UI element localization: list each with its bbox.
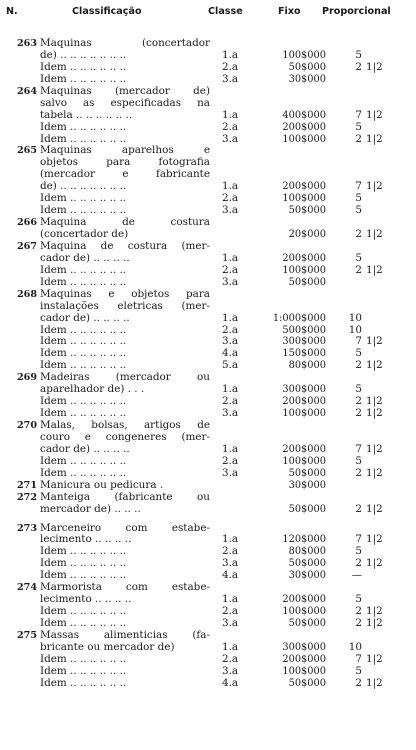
table-row bbox=[0, 62, 416, 74]
entry-classe: 2.a bbox=[222, 60, 239, 73]
entry-number: 271 bbox=[16, 479, 37, 491]
table-row bbox=[0, 301, 416, 313]
entry-proporcional-integer: 2 bbox=[355, 228, 362, 240]
entry-fixo: 200$000 bbox=[282, 594, 326, 606]
entry-description: Maquinas (concertador bbox=[40, 38, 210, 49]
entry-fixo: 200$000 bbox=[282, 252, 326, 264]
entry-description: Idem .. .. .. .. .. .. bbox=[40, 205, 127, 217]
entry-description: Idem .. .. .. .. .. .. bbox=[40, 653, 127, 665]
entry-description: Massas alimenticias (fa- bbox=[40, 629, 210, 641]
entry-proporcional-fraction: 1|2 bbox=[366, 228, 383, 240]
entry-proporcional-fraction: 1|2 bbox=[366, 180, 383, 193]
entry-proporcional-fraction: 1|2 bbox=[366, 132, 383, 145]
entry-classe: 3.a bbox=[222, 664, 239, 677]
entry-proporcional-integer: 2 bbox=[355, 676, 362, 689]
table-row bbox=[0, 193, 416, 205]
table-row bbox=[0, 408, 416, 420]
entry-proporcional-fraction: 1|2 bbox=[366, 502, 383, 515]
entry-fixo: 200$000 bbox=[282, 443, 326, 455]
entry-proporcional-integer: 5 bbox=[355, 192, 362, 205]
entry-description: de) .. .. .. .. .. .. .. bbox=[40, 49, 127, 61]
entry-classe: 5.a bbox=[222, 359, 239, 372]
entry-description: de) .. .. .. .. .. .. .. bbox=[40, 181, 127, 193]
entry-classe: 3.a bbox=[222, 407, 239, 420]
entry-proporcional-integer: 5 bbox=[355, 454, 362, 467]
entry-description: lecimento .. .. .. .. bbox=[40, 534, 132, 546]
entry-fixo: 400$000 bbox=[282, 109, 326, 121]
entry-description: Idem .. .. .. .. .. .. bbox=[40, 276, 127, 288]
entry-fixo: 100$000 bbox=[282, 193, 326, 205]
entry-proporcional-integer: — bbox=[351, 569, 362, 582]
table-row bbox=[0, 492, 416, 504]
table-row bbox=[0, 277, 416, 289]
entry-proporcional-integer: 7 bbox=[355, 652, 362, 665]
entry-description: Maquinas aparelhos e bbox=[40, 145, 210, 157]
entry-description: Idem .. .. .. .. .. .. bbox=[40, 336, 127, 348]
entry-description: couro e congeneres (mer- bbox=[40, 431, 210, 443]
entry-description: objetos para fotografia bbox=[40, 157, 210, 169]
entry-classe: 1.a bbox=[222, 311, 239, 324]
entry-fixo: 100$000 bbox=[282, 665, 326, 677]
entry-proporcional-integer: 10 bbox=[348, 640, 362, 653]
table-row bbox=[0, 480, 416, 492]
entry-classe: 3.a bbox=[222, 617, 239, 629]
entry-fixo: 500$000 bbox=[282, 324, 326, 336]
table-row bbox=[0, 86, 416, 98]
entry-description: cador de) .. .. .. .. bbox=[40, 312, 130, 324]
entry-description: Idem .. .. .. .. .. .. bbox=[40, 618, 127, 629]
entry-fixo: 200$000 bbox=[282, 653, 326, 665]
entry-classe: 3.a bbox=[222, 72, 239, 85]
entry-classe: 1.a bbox=[222, 251, 239, 264]
entry-description: Maquinas e objetos para bbox=[40, 288, 210, 300]
entry-classe: 3.a bbox=[222, 204, 239, 217]
entry-description: Madeiras (mercador ou bbox=[40, 372, 210, 384]
table-row bbox=[0, 205, 416, 217]
entry-proporcional-integer: 5 bbox=[355, 664, 362, 677]
table-row bbox=[0, 606, 416, 618]
entry-fixo: 50$000 bbox=[288, 205, 326, 217]
entry-fixo: 100$000 bbox=[282, 133, 326, 145]
entry-fixo: 30$000 bbox=[288, 570, 326, 582]
table-row bbox=[0, 523, 416, 535]
row-spacer bbox=[0, 516, 416, 523]
entry-proporcional-integer: 10 bbox=[348, 311, 362, 324]
entry-description: Idem .. .. .. .. .. .. bbox=[40, 348, 127, 360]
table-row bbox=[0, 396, 416, 408]
table-row bbox=[0, 122, 416, 134]
entry-fixo: 100$000 bbox=[282, 606, 326, 618]
entry-classe: 3.a bbox=[222, 132, 239, 145]
table-row bbox=[0, 456, 416, 468]
entry-description: Idem .. .. .. .. .. .. bbox=[40, 558, 127, 570]
entry-fixo: 100$000 bbox=[282, 408, 326, 420]
entry-number: 266 bbox=[16, 217, 37, 229]
table-row bbox=[0, 145, 416, 157]
entry-proporcional-integer: 2 bbox=[355, 395, 362, 408]
entry-proporcional-integer: 7 bbox=[355, 335, 362, 348]
entry-proporcional-fraction: 1|2 bbox=[366, 676, 383, 689]
table-row bbox=[0, 534, 416, 546]
entry-description: Maquina de costura bbox=[40, 217, 210, 229]
entry-proporcional-fraction: 1|2 bbox=[366, 557, 383, 570]
table-row bbox=[0, 157, 416, 169]
table-row bbox=[0, 654, 416, 666]
entry-description: salvo as especificadas na bbox=[40, 97, 210, 109]
entry-description: Idem .. .. .. .. .. .. bbox=[40, 61, 127, 73]
table-row bbox=[0, 74, 416, 86]
entry-description: Idem .. .. .. .. .. .. bbox=[40, 665, 127, 677]
entry-description: cador de) .. .. .. .. bbox=[40, 252, 130, 264]
entry-proporcional-fraction: 1|2 bbox=[366, 605, 383, 618]
header-classe: Classe bbox=[208, 6, 243, 17]
entry-proporcional-fraction: 1|2 bbox=[366, 652, 383, 665]
entry-description: cador de) .. .. .. .. bbox=[40, 443, 130, 455]
entry-proporcional-integer: 7 bbox=[355, 442, 362, 455]
entry-description: tabela .. .. .. .. .. .. bbox=[40, 109, 133, 121]
entry-proporcional-fraction: 1|2 bbox=[366, 263, 383, 276]
table-header bbox=[0, 6, 416, 22]
entry-description: Idem .. .. .. .. .. .. bbox=[40, 133, 127, 145]
entry-proporcional-fraction: 1|2 bbox=[366, 442, 383, 455]
entry-proporcional-integer: 5 bbox=[355, 383, 362, 396]
entry-fixo: 80$000 bbox=[288, 360, 326, 372]
entry-fixo: 50$000 bbox=[288, 558, 326, 570]
entry-proporcional-integer: 5 bbox=[355, 48, 362, 61]
entry-fixo: 50$000 bbox=[288, 503, 326, 515]
table-row bbox=[0, 181, 416, 193]
table-row bbox=[0, 38, 416, 50]
entry-fixo: 80$000 bbox=[288, 546, 326, 558]
entry-proporcional-fraction: 1|2 bbox=[366, 533, 383, 546]
table-row bbox=[0, 432, 416, 444]
entry-classe: 3.a bbox=[222, 557, 239, 570]
table-row bbox=[0, 98, 416, 110]
table-row bbox=[0, 229, 416, 241]
table-row bbox=[0, 594, 416, 606]
entry-classe: 2.a bbox=[222, 192, 239, 205]
entry-fixo: 200$000 bbox=[282, 121, 326, 133]
entry-proporcional-integer: 5 bbox=[355, 347, 362, 360]
table-row bbox=[0, 468, 416, 480]
entry-classe: 1.a bbox=[222, 533, 239, 546]
entry-proporcional-integer: 10 bbox=[348, 323, 362, 336]
entry-description: Manicura ou pedicura . bbox=[40, 479, 164, 491]
entry-description: Marmorista com estabe- bbox=[40, 582, 210, 594]
entry-classe: 2.a bbox=[222, 454, 239, 467]
table-row bbox=[0, 134, 416, 146]
entry-description: Maquina de costura (mer- bbox=[40, 240, 210, 252]
entry-classe: 2.a bbox=[222, 395, 239, 408]
entry-classe: 2.a bbox=[222, 605, 239, 618]
table-row bbox=[0, 50, 416, 62]
entry-proporcional-integer: 2 bbox=[355, 502, 362, 515]
entry-classe: 2.a bbox=[222, 263, 239, 276]
entry-description: (mercador e fabricante bbox=[40, 169, 210, 181]
entry-description: Idem .. .. .. .. .. .. bbox=[40, 73, 127, 85]
entry-description: Idem .. .. .. .. .. .. bbox=[40, 193, 127, 205]
entry-classe: 3.a bbox=[222, 466, 239, 479]
entry-classe: 1.a bbox=[222, 180, 239, 193]
table-row bbox=[0, 546, 416, 558]
entry-fixo: 100$000 bbox=[282, 264, 326, 276]
table-row bbox=[0, 110, 416, 122]
entry-fixo: 1:000$000 bbox=[272, 312, 326, 324]
entry-number: 268 bbox=[16, 288, 37, 300]
entry-classe: 2.a bbox=[222, 120, 239, 133]
entry-classe: 4.a bbox=[222, 347, 239, 360]
entry-description: bricante ou mercador de) bbox=[40, 641, 175, 653]
entry-proporcional-fraction: 1|2 bbox=[366, 359, 383, 372]
entry-proporcional-fraction: 1|2 bbox=[366, 617, 383, 629]
entry-proporcional-integer: 5 bbox=[355, 545, 362, 558]
table-row bbox=[0, 348, 416, 360]
entry-fixo: 300$000 bbox=[282, 336, 326, 348]
entry-fixo: 200$000 bbox=[282, 396, 326, 408]
entry-proporcional-fraction: 1|2 bbox=[366, 60, 383, 73]
table-row bbox=[0, 336, 416, 348]
entry-description: Idem .. .. .. .. .. .. bbox=[40, 121, 127, 133]
entry-proporcional-integer: 2 bbox=[355, 557, 362, 570]
entry-proporcional-integer: 5 bbox=[355, 120, 362, 133]
entry-fixo: 120$000 bbox=[282, 534, 326, 546]
table-row bbox=[0, 618, 416, 630]
entry-proporcional-integer: 2 bbox=[355, 617, 362, 629]
entry-classe: 4.a bbox=[222, 569, 239, 582]
entry-proporcional-integer: 2 bbox=[355, 605, 362, 618]
entry-proporcional-integer: 2 bbox=[355, 132, 362, 145]
entry-description: Malas, bolsas, artigos de bbox=[40, 420, 210, 431]
table-row bbox=[0, 265, 416, 277]
entry-fixo: 20$000 bbox=[288, 229, 326, 240]
entry-description: Manteiga (fabricante ou bbox=[40, 491, 210, 503]
table-row bbox=[0, 313, 416, 325]
entry-number: 267 bbox=[16, 240, 37, 252]
entry-proporcional-integer: 7 bbox=[355, 108, 362, 121]
entry-number: 270 bbox=[16, 420, 37, 431]
entry-description: Idem .. .. .. .. .. .. bbox=[40, 570, 127, 582]
entry-description: Idem .. .. .. .. .. .. bbox=[40, 546, 127, 558]
entry-number: 273 bbox=[16, 522, 37, 534]
entry-classe: 1.a bbox=[222, 442, 239, 455]
entry-proporcional-integer: 2 bbox=[355, 359, 362, 372]
table-row bbox=[0, 325, 416, 337]
entry-classe: 1.a bbox=[222, 48, 239, 61]
entry-proporcional-integer: 7 bbox=[355, 533, 362, 546]
entry-description: Maquinas (mercador de) bbox=[40, 85, 210, 97]
entry-description: instalações eletricas (mer- bbox=[40, 300, 210, 312]
table-row bbox=[0, 253, 416, 265]
table-row bbox=[0, 678, 416, 690]
header-proporcional: Proporcional bbox=[322, 6, 391, 17]
entry-description: Idem .. .. .. .. .. .. bbox=[40, 360, 127, 372]
entry-classe: 3.a bbox=[222, 275, 239, 288]
entry-proporcional-integer: 5 bbox=[355, 204, 362, 217]
entry-fixo: 150$000 bbox=[282, 348, 326, 360]
entry-description: (concertador de) bbox=[40, 229, 129, 240]
entry-fixo: 200$000 bbox=[282, 181, 326, 193]
table-row bbox=[0, 384, 416, 396]
entry-proporcional-fraction: 1|2 bbox=[366, 395, 383, 408]
entry-number: 274 bbox=[16, 582, 37, 594]
entry-number: 263 bbox=[16, 38, 37, 49]
table-row bbox=[0, 289, 416, 301]
table-row bbox=[0, 504, 416, 516]
entry-classe: 3.a bbox=[222, 335, 239, 348]
entry-description: Idem .. .. .. .. .. .. bbox=[40, 455, 127, 467]
entry-description: aparelhador de) . . . bbox=[40, 384, 145, 396]
entry-fixo: 50$000 bbox=[288, 618, 326, 629]
entry-proporcional-fraction: 1|2 bbox=[366, 335, 383, 348]
table-row bbox=[0, 372, 416, 384]
table-row bbox=[0, 642, 416, 654]
entry-description: lecimento .. .. .. .. bbox=[40, 594, 132, 606]
table-row bbox=[0, 360, 416, 372]
entry-number: 272 bbox=[16, 491, 37, 503]
table-row bbox=[0, 217, 416, 229]
entry-proporcional-integer: 2 bbox=[355, 263, 362, 276]
entry-description: Idem .. .. .. .. .. .. bbox=[40, 396, 127, 408]
entry-proporcional-integer: 7 bbox=[355, 180, 362, 193]
header-number: N. bbox=[6, 6, 18, 17]
entry-number: 265 bbox=[16, 145, 37, 157]
entry-fixo: 50$000 bbox=[288, 677, 326, 689]
entry-classe: 1.a bbox=[222, 383, 239, 396]
entry-description: Idem .. .. .. .. .. .. bbox=[40, 467, 127, 479]
table-row bbox=[0, 582, 416, 594]
entry-description: Idem .. .. .. .. .. .. bbox=[40, 606, 127, 618]
table-row bbox=[0, 666, 416, 678]
entry-number: 269 bbox=[16, 372, 37, 384]
entry-classe: 2.a bbox=[222, 545, 239, 558]
entry-fixo: 300$000 bbox=[282, 384, 326, 396]
entry-fixo: 30$000 bbox=[288, 73, 326, 85]
entry-description: Idem .. .. .. .. .. .. bbox=[40, 324, 127, 336]
entry-proporcional-integer: 5 bbox=[355, 593, 362, 606]
header-fixo: Fixo bbox=[278, 6, 301, 17]
entry-number: 264 bbox=[16, 85, 37, 97]
entry-proporcional-fraction: 1|2 bbox=[366, 407, 383, 420]
entry-classe: 1.a bbox=[222, 593, 239, 606]
entry-description: Marceneiro com estabe- bbox=[40, 522, 210, 534]
entry-fixo: 100$000 bbox=[282, 455, 326, 467]
entry-fixo: 50$000 bbox=[288, 61, 326, 73]
entry-fixo: 30$000 bbox=[288, 479, 326, 491]
table-row bbox=[0, 241, 416, 253]
entry-fixo: 300$000 bbox=[282, 641, 326, 653]
entry-proporcional-integer: 2 bbox=[355, 407, 362, 420]
entry-proporcional-integer: 2 bbox=[355, 60, 362, 73]
table-body bbox=[0, 38, 416, 690]
table-row bbox=[0, 444, 416, 456]
entry-description: Idem .. .. .. .. .. .. bbox=[40, 408, 127, 420]
entry-classe: 1.a bbox=[222, 108, 239, 121]
entry-fixo: 100$000 bbox=[282, 49, 326, 61]
entry-proporcional-fraction: 1|2 bbox=[366, 108, 383, 121]
entry-fixo: 50$000 bbox=[288, 276, 326, 288]
entry-description: Idem .. .. .. .. .. .. bbox=[40, 264, 127, 276]
entry-proporcional-fraction: 1|2 bbox=[366, 466, 383, 479]
entry-description: mercador de) .. .. .. bbox=[40, 503, 141, 515]
entry-number: 275 bbox=[16, 629, 37, 641]
entry-classe: 2.a bbox=[222, 652, 239, 665]
entry-classe: 1.a bbox=[222, 640, 239, 653]
entry-proporcional-integer: 5 bbox=[355, 251, 362, 264]
header-classificacao: Classificação bbox=[72, 6, 142, 17]
entry-fixo: 50$000 bbox=[288, 467, 326, 479]
table-row bbox=[0, 169, 416, 181]
table-row bbox=[0, 420, 416, 432]
entry-proporcional-integer: 2 bbox=[355, 466, 362, 479]
entry-classe: 4.a bbox=[222, 676, 239, 689]
entry-description: Idem .. .. .. .. .. .. bbox=[40, 677, 127, 689]
entry-classe: 2.a bbox=[222, 323, 239, 336]
table-row bbox=[0, 570, 416, 582]
